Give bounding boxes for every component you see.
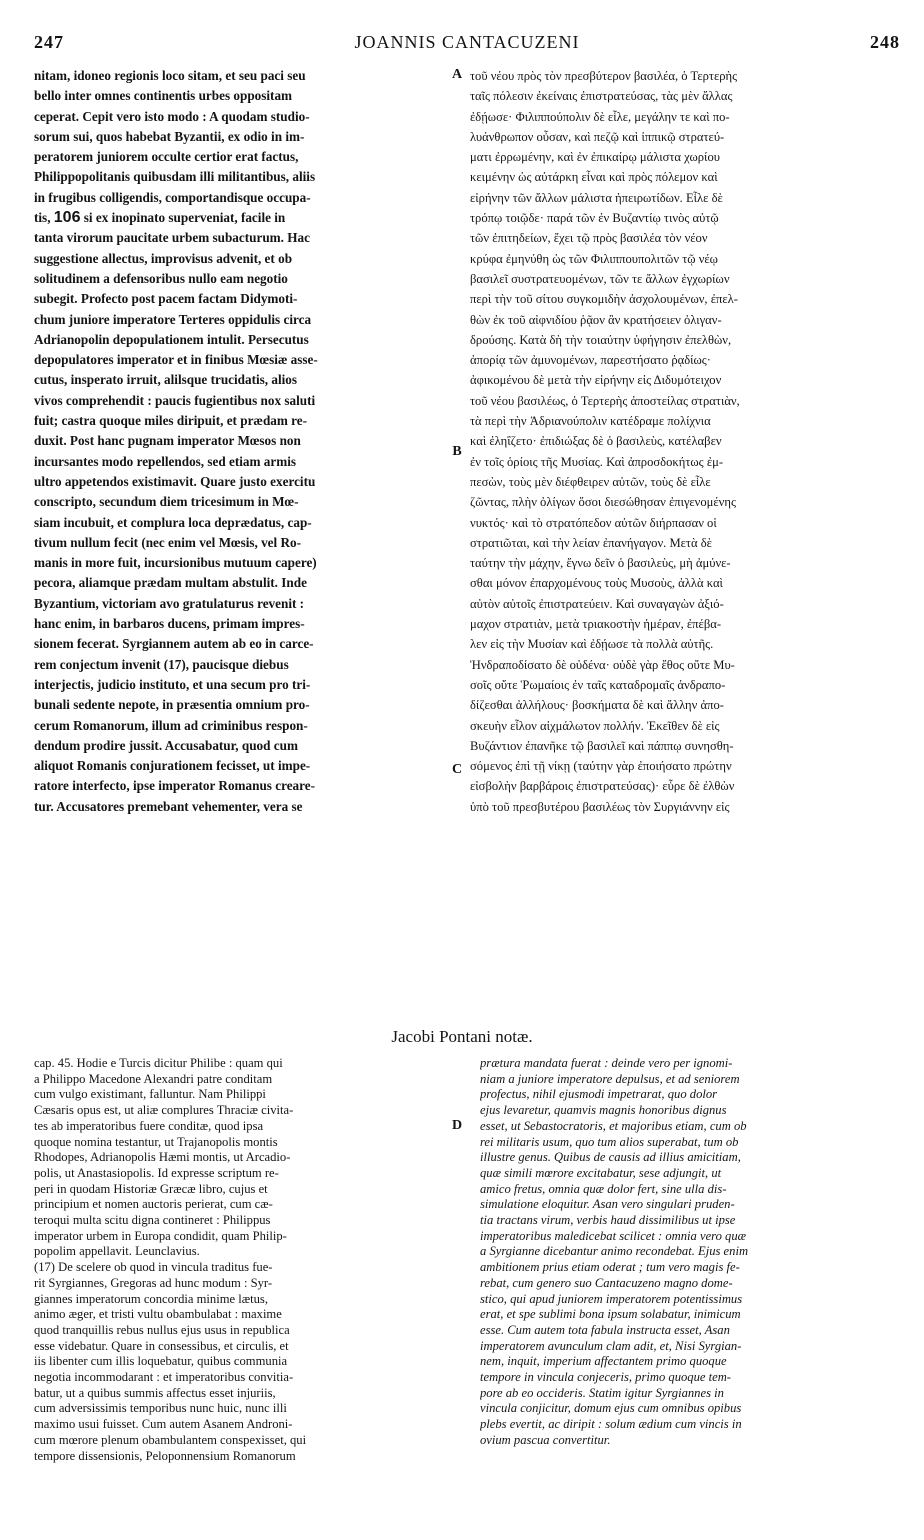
greek-text-line: ὑπὸ τοῦ πρεσβυτέρου βασιλέως τὸν Συργιάννην εἰς xyxy=(470,799,730,814)
greek-text-column xyxy=(470,66,902,817)
note-line: ambitionem prius etiam oderat ; tum vero magis fe- xyxy=(480,1260,740,1275)
greek-text-line: σοῖς οὔτε Ῥωμαίοις ἐν ταῖς καταδρομαῖς ἀνδραπο- xyxy=(470,677,726,692)
note-line: animo æger, et tristi vultu obambulabat : maxime xyxy=(34,1307,282,1322)
note-line: esse videbatur. Quare in consessibus, et circulis, et xyxy=(34,1338,289,1353)
note-line: a Syrgianne dicebantur animo recondebat. Ejus enim xyxy=(480,1244,749,1259)
greek-text-line: βασιλεῖ συστρατευομένων, τῶν τε ἄλλων ἐγχωρίων xyxy=(470,271,730,286)
latin-text-line: manis in more fuit, incursionibus mutuum capere) xyxy=(34,555,317,571)
greek-text-line: ἐν τοῖς ὁρίοις τῆς Μυσίας. Καὶ ἀπροσδοκήτως ἐμ- xyxy=(470,454,724,469)
note-line: vincula conjicitur, domum ejus cum omnibus opibus xyxy=(480,1401,742,1416)
latin-text-line: Philippopolitanis quibusdam illi militantibus, aliis xyxy=(34,169,316,185)
note-line: amico fretus, omnia quæ dolor fert, sine ulla dis- xyxy=(480,1181,727,1196)
note-line: quæ simili mœrore excitabatur, sese adjungit, ut xyxy=(480,1165,722,1180)
note-line: erat, et spe sublimi bona ipsum solabatur, inimicum xyxy=(480,1307,741,1322)
greek-text-line: λεν εἰς τὴν Μυσίαν καὶ ἐδῄωσε τὰ πολλὰ αὐτῆς. xyxy=(470,637,714,652)
page-number-right: 248 xyxy=(870,32,900,52)
latin-text-line: ultro appetendos existimavit. Quare justo exercitu xyxy=(34,473,316,489)
note-line: illustre genus. Quibus de causis ad illius amicitiam, xyxy=(480,1150,741,1165)
margin-letter-a: A xyxy=(451,67,463,82)
latin-text-line: duxit. Post hanc pugnam imperator Mœsos non xyxy=(34,433,301,449)
greek-text-line: τὰ περὶ τὴν Ἀδριανούπολιν κατέδραμε πολίχνια xyxy=(470,414,711,429)
note-line: cum adversissimis temporibus nunc huic, nunc illi xyxy=(34,1401,287,1416)
latin-text-line: rem conjectum invenit (17), paucisque diebus xyxy=(34,656,289,672)
note-line: quod tranquillis rebus nullus ejus usus in republica xyxy=(34,1322,290,1337)
latin-text-line: siam incubuit, et complura loca deprædatus, cap- xyxy=(34,514,312,530)
note-line: Rhodopes, Adrianopolis Hæmi montis, ut Arcadio- xyxy=(34,1150,291,1165)
note-line: cap. 45. Hodie e Turcis dicitur Philibe : quam qui xyxy=(34,1056,283,1070)
note-line: nem, inquit, imperium affectantem primo quoque xyxy=(480,1354,727,1369)
greek-text-line: αὐτὸν αὐτοῖς ἐπιστρατεύειν. Καὶ συναγαγὼν ἀξιό- xyxy=(470,596,724,611)
greek-text-line: τοῦ νέου βασιλέως, ὁ Τερτερὴς ἀποστείλας στρατιὰν, xyxy=(470,393,740,408)
note-line: imperatorem avunculum clam adit, et, Nisi Syrgian- xyxy=(480,1338,742,1353)
note-line: negotia incommodarant : et imperatoribus convitia- xyxy=(34,1370,294,1385)
greek-text-line: κειμένην ὡς αὐτάρκη εἶναι καὶ πρὸς πόλεμον καὶ xyxy=(470,170,718,185)
note-line: cum vulgo existimant, falluntur. Nam Philippi xyxy=(34,1087,266,1102)
latin-text-column xyxy=(34,66,462,817)
latin-text-line: peratorem juniorem occulte certior erat factus, xyxy=(34,149,299,165)
latin-text-line: tanta virorum paucitate urbem subacturum. Hac xyxy=(34,230,310,246)
note-line: imperator urbem in Europa condidit, quam Philip- xyxy=(34,1228,287,1243)
latin-text-line: cerum Romanorum, illum ad criminibus respon- xyxy=(34,717,308,733)
latin-text-line: interjectis, judicio instituto, et una secum pro tri- xyxy=(34,676,311,692)
greek-text-line: σόμενος ἐπὶ τῇ νίκῃ (ταύτην γὰρ ἐποιήσατο πρώτην xyxy=(470,759,732,774)
note-line: a Philippo Macedone Alexandri patre conditam xyxy=(34,1071,273,1086)
note-line: niam a juniore imperatore depulsus, et ad seniorem xyxy=(480,1071,740,1086)
latin-text-line: cutus, insperato irruit, alilsque trucidatis, alios xyxy=(34,372,298,388)
note-line: batur, ut a quibus summis affectus esset injuriis, xyxy=(34,1385,276,1400)
note-line: iis libenter cum illis loquebatur, quibus communia xyxy=(34,1354,288,1369)
greek-text-line: λυάνθρωπον οὖσαν, καὶ πεζῷ καὶ ἱππικῷ στρατεύ- xyxy=(470,129,725,144)
note-line: prætura mandata fuerat : deinde vero per ignomi- xyxy=(480,1056,733,1070)
greek-text-line: καὶ ἐληΐζετο· ἐπιδιώξας δὲ ὁ βασιλεὺς, κατέλαβεν xyxy=(470,434,722,449)
greek-text-line: τρόπῳ τοιῷδε· παρά τῶν ἐν Βυζαντίῳ τινὸς αὐτῷ xyxy=(470,211,719,226)
latin-text-line: solitudinem a defensoribus nullo eam negotio xyxy=(34,270,288,286)
notes-right-column xyxy=(480,1056,900,1449)
greek-text-line: ἀπορίᾳ τῶν ἀμυνομένων, παρεστήσατο ῥᾳδίως· xyxy=(470,353,711,368)
latin-text-line: hanc enim, in barbaros ducens, primam impres- xyxy=(34,616,305,632)
note-line: (17) De scelere ob quod in vincula traditus fue- xyxy=(34,1260,273,1275)
note-line: stico, qui apud juniorem imperatorem potentissimus xyxy=(480,1291,743,1306)
notes-left-column xyxy=(34,1056,458,1464)
section-number: 106 xyxy=(53,209,81,227)
note-line: tempore dissensionis, Peloponnensium Romanorum xyxy=(34,1448,296,1463)
latin-text-line: sorum sui, quos habebat Byzantii, ex odio in im- xyxy=(34,128,305,144)
note-line: pore ab eo occideris. Statim igitur Syrgiannes in xyxy=(480,1385,724,1400)
latin-text-line: incursantes modo repellendos, sed etiam armis xyxy=(34,453,297,469)
latin-text-line: ratore interfecto, ipse imperator Romanus creare- xyxy=(34,778,315,794)
latin-text-line: vivos comprehendit : paucis fugientibus nox saluti xyxy=(34,392,316,408)
note-line: giannes imperatorum concordia minime lætus, xyxy=(34,1291,268,1306)
notes-heading: Jacobi Pontani notæ. xyxy=(391,1027,533,1046)
note-line: rit Syrgiannes, Gregoras ad hunc modum : Syr- xyxy=(34,1275,273,1290)
note-line: quoque nomina testantur, ut Trajanopolis montis xyxy=(34,1134,278,1149)
latin-text-line: pecora, aliamque prædam multam abstulit. Inde xyxy=(34,575,307,591)
greek-text-line: ταύτην τὴν μάχην, ἔγνω δεῖν ὁ βασιλεὺς, μὴ ἀμύνε- xyxy=(470,556,731,571)
margin-letter-b: B xyxy=(452,444,462,459)
note-line: imperatoribus maledicebat scilicet : omnia vero quæ xyxy=(480,1228,747,1243)
latin-text-line: sionem fecerat. Syrgiannem autem ab eo in carce- xyxy=(34,636,314,652)
latin-text-line: dendum prodire jussit. Accusabatur, quod cum xyxy=(34,737,298,753)
latin-text-line: suggestione allectus, improvisus advenit, et ob xyxy=(34,250,293,266)
greek-text-line: περὶ τὴν τοῦ σίτου συγκομιδὴν ἀσχολουμένων, ἐπελ- xyxy=(470,292,738,307)
latin-text-line: Adrianopolin depopulationem intulit. Persecutus xyxy=(34,331,309,347)
note-line: tes ab imperatoribus fuere conditæ, quod ipsa xyxy=(34,1118,264,1133)
note-line: Cæsaris opus est, ut aliæ complures Thraciæ civita- xyxy=(34,1103,294,1118)
greek-text-line: εἰρήνην τῶν ἄλλων μάλιστα ἠπειρωτίδων. Εἷλε δὲ xyxy=(470,190,723,205)
greek-text-line: σκευὴν εἷλον αἰχμάλωτον πολλήν. Ἐκεῖθεν δὲ εἰς xyxy=(470,718,720,733)
note-line: rei militaris usum, quo tum alios superabat, tum ob xyxy=(480,1134,739,1149)
latin-text-line: subegit. Profecto post pacem factam Didymoti- xyxy=(34,291,298,307)
latin-text-line: aliquot Romanis conjurationem fecisset, ut impe- xyxy=(34,758,311,774)
note-line: peri in quodam Historiæ Græcæ libro, cujus et xyxy=(34,1181,268,1196)
latin-text-line: fuit; castra quoque miles diripuit, et prædam re- xyxy=(34,413,308,429)
greek-text-line: ζῶντας, πλὴν ὀλίγων ὅσοι διεσώθησαν ἐπιγενομένης xyxy=(470,495,736,510)
latin-text-line: nitam, idoneo regionis loco sitam, et seu paci seu xyxy=(34,68,306,83)
greek-text-line: στρατιῶται, καὶ τὴν λείαν ἐπανήγαγον. Μετὰ δὲ xyxy=(470,535,712,550)
latin-text-line: ceperat. Cepit vero isto modo : A quodam studio- xyxy=(34,108,310,124)
margin-letter-d: D xyxy=(451,1118,463,1133)
latin-text-line: bunali sedente nepote, in præsentia omnium pro- xyxy=(34,697,310,713)
latin-text-line: bello inter omnes continentis urbes oppositam xyxy=(34,88,293,104)
greek-text-line: κρύφα ἐμηνύθη ὡς τῶν Φιλιππουπολιτῶν τῷ νέῳ xyxy=(470,251,718,266)
greek-text-line: δρούσης. Κατὰ δὴ τὴν τοιαύτην ὑφήγησιν ἐπελθὼν, xyxy=(470,332,732,347)
note-line: maximo usui fuisset. Cum autem Asanem Androni- xyxy=(34,1417,293,1432)
greek-text-line: τοῦ νέου πρὸς τὸν πρεσβύτερον βασιλέα, ὁ Τερτερὴς xyxy=(470,69,738,83)
note-line: esse. Cum autem tota fabula instructa esset, Asan xyxy=(480,1322,730,1337)
greek-text-line: δίζεσθαι ἀλλήλους· βοσκήματα δὲ καὶ ἄλλην ἀπο- xyxy=(470,698,724,713)
greek-text-line: νυκτός· καὶ τὸ στρατόπεδον αὐτῶν διήρπασαν οἱ xyxy=(470,515,717,530)
note-line: esset, ut Sebastocratoris, et majoribus etiam, cum ob xyxy=(480,1118,747,1133)
note-line: rebat, cum genero suo Cantacuzeno magno dome- xyxy=(480,1275,733,1290)
note-line: ejus levaretur, quamvis magnis honoribus dignus xyxy=(480,1103,727,1118)
greek-text-line: Ἠνδραποδίσατο δὲ οὐδένα· οὐδὲ γὰρ ἔθος οὔτε Μυ- xyxy=(470,657,735,672)
greek-text-line: ἀφικομένου δὲ μετὰ τὴν εἰρήνην εἰς Διδυμότειχον xyxy=(470,373,722,388)
note-line: polis, ut Anastasiopolis. Id expresse scriptum re- xyxy=(34,1165,279,1180)
note-line: ovium pascua convertitur. xyxy=(480,1432,611,1447)
greek-text-line: εἰσβολὴν βαρβάροις ἐπιστρατεύσας)· εὗρε δὲ ἐλθὼν xyxy=(470,779,735,794)
note-line: simulatione eloquitur. Asan vero singulari pruden- xyxy=(480,1197,735,1212)
latin-text-line: tivum nullum fecit (nec enim vel Mœsis, vel Ro- xyxy=(34,534,302,550)
latin-text-line: depopulatores imperator et in finibus Mœsiæ asse- xyxy=(34,352,318,368)
greek-text-line: ματι ἐρρωμένην, καὶ ἐν ἐπικαίρῳ μάλιστα χωρίου xyxy=(470,150,720,165)
greek-text-line: πεσὼν, τοὺς μὲν διέφθειρεν αὐτῶν, τοὺς δὲ εἷλε xyxy=(470,474,711,489)
latin-text-line: Byzantium, victoriam avo gratulaturus revenit : xyxy=(34,595,305,611)
greek-text-line: Βυζάντιον ἐπανῆκε τῷ βασιλεῖ καὶ πάππῳ συνησθη- xyxy=(470,738,734,753)
greek-text-line: μαχον στρατιὰν, μετὰ τριακοστὴν ἡμέραν, ἐπέβα- xyxy=(470,617,722,632)
note-line: popolim appellavit. Leunclavius. xyxy=(34,1244,200,1259)
note-line: profectus, nihil ejusmodi impetrarat, quo dolor xyxy=(480,1087,718,1102)
greek-text-line: τῶν ἐπιτηδείων, ἔχει τῷ πρὸς βασιλέα τὸν νέον xyxy=(470,231,708,246)
latin-text-line: in frugibus colligendis, comportandisque occupa- xyxy=(34,189,311,205)
margin-letter-c: C xyxy=(451,762,463,777)
latin-text-line: conscripto, secundum diem tricesimum in Mœ- xyxy=(34,494,299,510)
latin-text-line: tis, 106 si ex inopinato superveniat, facile in xyxy=(34,209,286,227)
page-header xyxy=(34,32,900,54)
running-head: JOANNIS CANTACUZENI xyxy=(354,32,580,52)
greek-text-line: ταῖς πόλεσιν ἐκείναις ἐπιστρατεύσας, τὰς μὲν ἄλλας xyxy=(470,89,733,104)
note-line: principium et nomen auctoris perierat, cum cæ- xyxy=(34,1197,273,1212)
latin-text-line: chum juniore imperatore Terteres oppidulis circa xyxy=(34,311,312,327)
greek-text-line: ἐδῄωσε· Φιλιππούπολιν δὲ εἷλε, μεγάλην τε καὶ πο- xyxy=(470,109,730,124)
latin-text-line: tur. Accusatores premebant vehementer, vera se xyxy=(34,798,303,814)
page-number-left: 247 xyxy=(34,32,64,52)
note-line: teroqui multa scitu digna contineret : Philippus xyxy=(34,1213,271,1228)
note-line: cum mœrore plenum obambulantem conspexisset, qui xyxy=(34,1432,307,1447)
note-line: tia tractans virum, verbis haud dissimilibus ut ipse xyxy=(480,1213,736,1228)
greek-text-line: σθαι μόνον ἐπαρχομένους τοὺς Μυσοὺς, ἀλλὰ καὶ xyxy=(470,576,723,591)
greek-text-line: θὼν ἐκ τοῦ αἰφνιδίου ῥᾷον ἂν κρατήσειεν ὀλιγαν- xyxy=(470,312,722,327)
note-line: tempore in vincula conjeceris, primo quoque tem- xyxy=(480,1370,731,1385)
note-line: plebs evertit, ac diripit : solum ædium cum vincis in xyxy=(480,1417,742,1432)
